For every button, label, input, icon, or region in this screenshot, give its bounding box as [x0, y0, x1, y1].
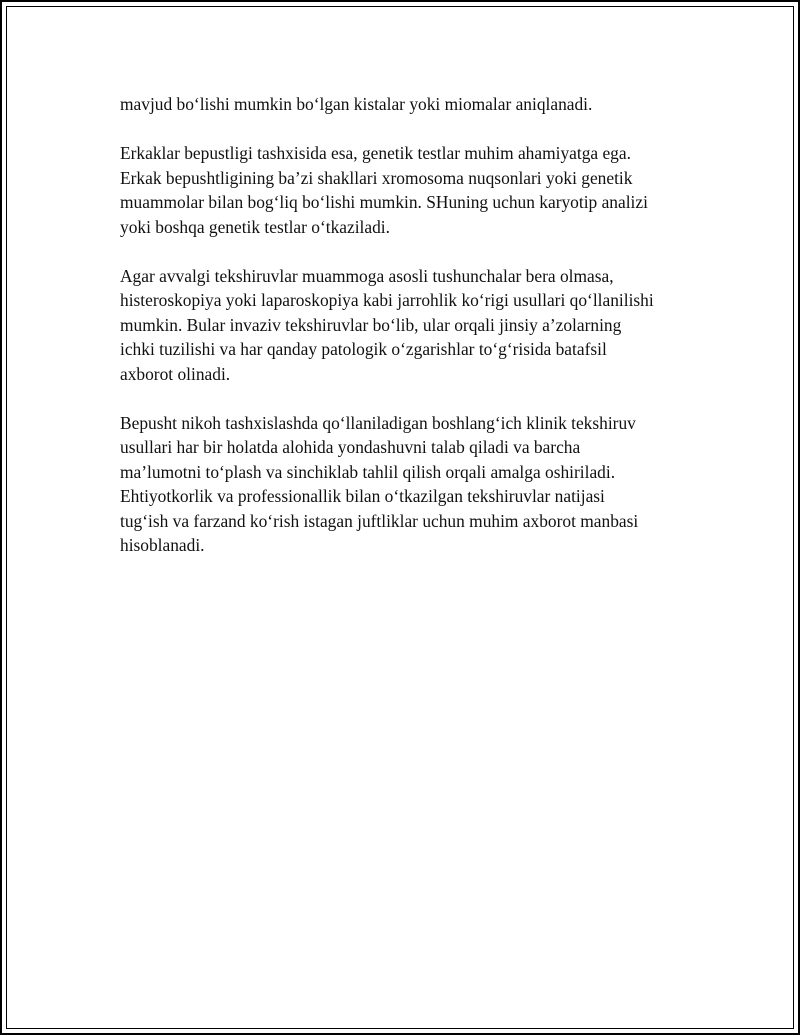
- text-line: Erkak bepushtligining baʼzi shakllari xromosoma nuqsonlari yoki genetik: [120, 167, 633, 188]
- text-line: tugʻish va farzand koʻrish istagan juftliklar uchun muhim axborot manbasi: [120, 510, 639, 531]
- paragraph-1: [120, 92, 710, 117]
- document-body: [120, 92, 710, 582]
- text-line: Ehtiyotkorlik va professionallik bilan oʻtkazilgan tekshiruvlar natijasi: [120, 486, 605, 506]
- text-line: axborot olinadi.: [120, 363, 231, 384]
- text-line: muammolar bilan bogʻliq boʻlishi mumkin. SHuning uchun karyotip analizi: [120, 192, 648, 212]
- text-line: Agar avvalgi tekshiruvlar muammoga asosli tushunchalar bera olmasa,: [120, 265, 614, 286]
- text-line: mumkin. Bular invaziv tekshiruvlar boʻlib, ular orqali jinsiy aʼzolarning: [120, 314, 622, 335]
- text-line: Erkaklar bepustligi tashxisida esa, genetik testlar muhim ahamiyatga ega.: [120, 143, 631, 163]
- text-line: ichki tuzilishi va har qanday patologik oʻzgarishlar toʻgʻrisida batafsil: [120, 339, 607, 359]
- text-line: yoki boshqa genetik testlar oʻtkaziladi.: [120, 216, 390, 237]
- text-line: histeroskopiya yoki laparoskopiya kabi jarrohlik koʻrigi usullari qoʻllanilishi: [120, 290, 654, 310]
- paragraph-3: [120, 264, 710, 387]
- paragraph-2: [120, 141, 710, 239]
- text-line: usullari har bir holatda alohida yondashuvni talab qiladi va barcha: [120, 437, 581, 457]
- paragraph-4: [120, 411, 710, 558]
- text-line: mavjud boʻlishi mumkin boʻlgan kistalar yoki miomalar aniqlanadi.: [120, 94, 593, 114]
- text-line: hisoblanadi.: [120, 535, 205, 555]
- text-line: Bepusht nikoh tashxislashda qoʻllaniladigan boshlangʻich klinik tekshiruv: [120, 412, 636, 433]
- text-line: maʼlumotni toʻplash va sinchiklab tahlil qilish orqali amalga oshiriladi.: [120, 461, 616, 482]
